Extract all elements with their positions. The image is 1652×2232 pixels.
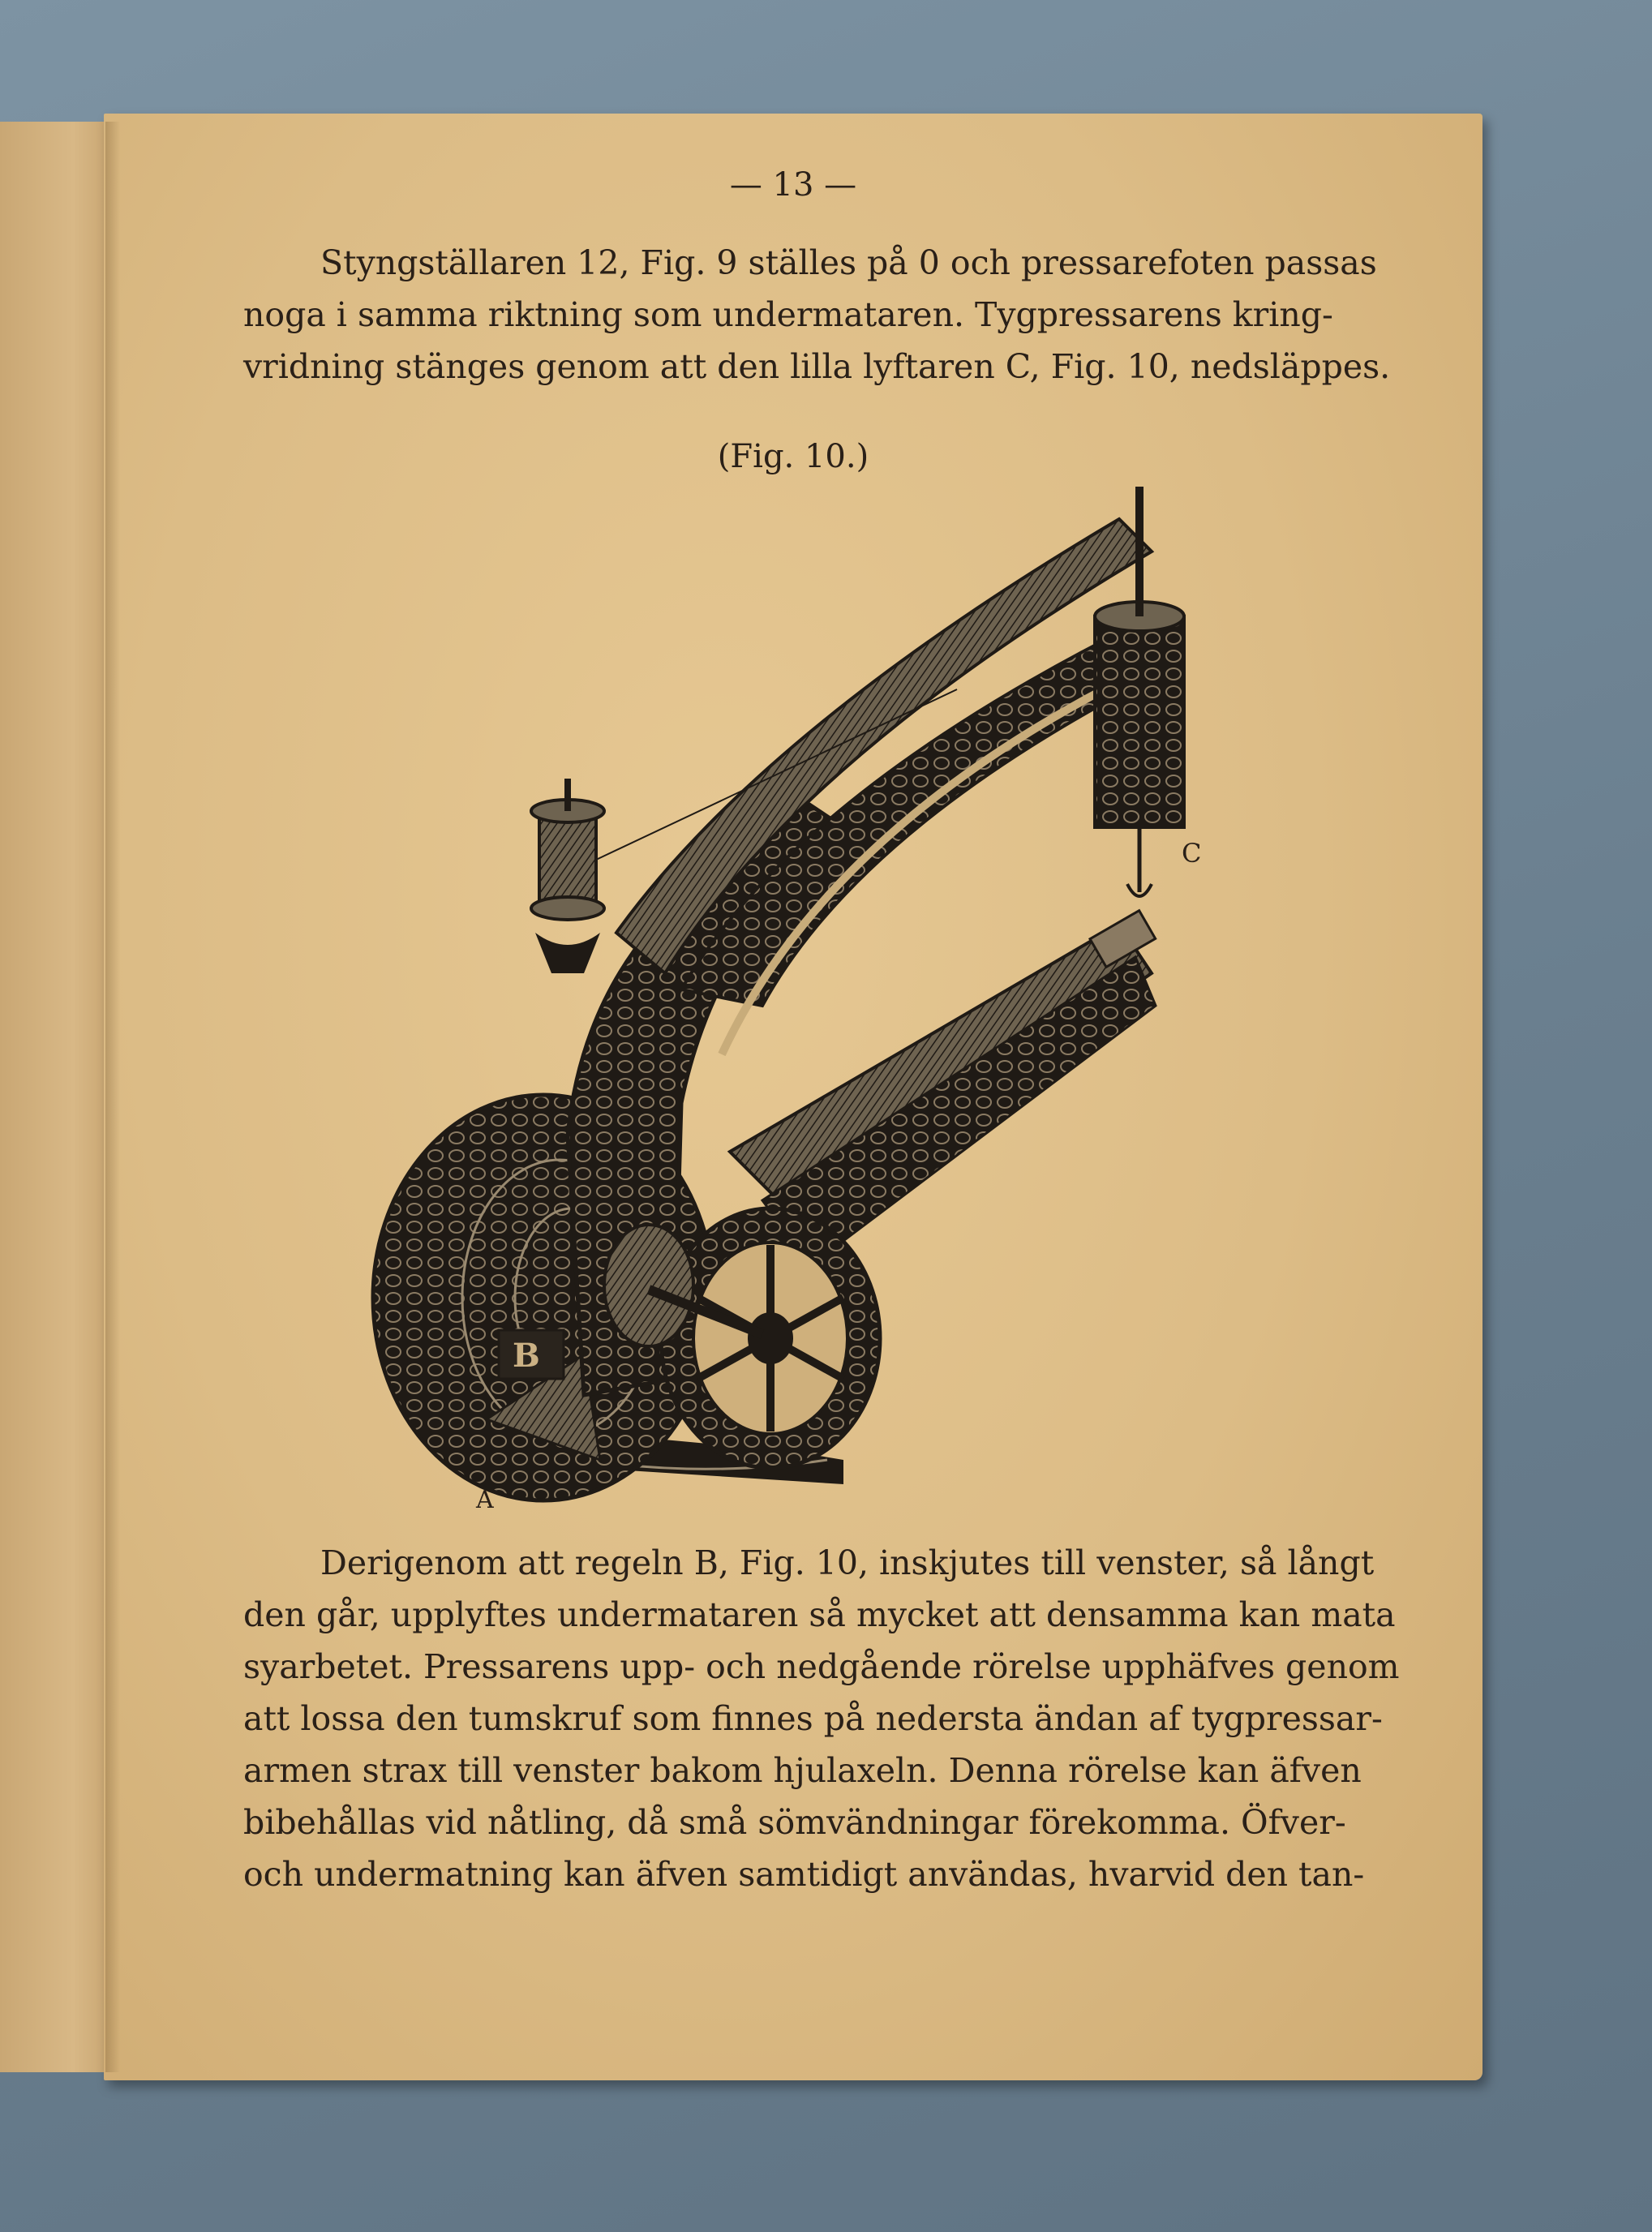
paragraph-2-line: Derigenom att regeln B, Fig. 10, inskjutes till venster, så långt: [320, 1543, 1375, 1582]
label-b: B: [513, 1337, 540, 1375]
page-number: — 13 —: [729, 166, 857, 204]
figure-label-a: A: [476, 1486, 494, 1514]
figure-label-c: C: [1182, 838, 1202, 869]
paragraph-2-line: armen strax till venster bakom hjulaxeln. Denna rörelse kan äfven: [243, 1751, 1362, 1790]
book-gutter: [105, 122, 120, 2072]
paragraph-1-line: Styngställaren 12, Fig. 9 ställes på 0 och pressarefoten passas: [320, 243, 1377, 282]
paragraph-2-line: den går, upplyftes undermataren så mycket att densamma kan mata: [243, 1595, 1396, 1634]
paragraph-1: [243, 237, 1391, 393]
paragraph-1-line: vridning stänges genom att den lilla lyftaren C, Fig. 10, nedsläppes.: [243, 347, 1391, 386]
regulator-b: [499, 1330, 564, 1379]
paragraph-2-line: syarbetet. Pressarens upp- och nedgående rörelse upphäfves genom: [243, 1647, 1400, 1686]
paragraph-1-line: noga i samma riktning som undermataren. Tygpressarens kring-: [243, 295, 1333, 334]
paragraph-2: [243, 1537, 1400, 1900]
paragraph-2-line: och undermatning kan äfven samtidigt användas, hvarvid den tan-: [243, 1855, 1365, 1894]
figure-caption: (Fig. 10.): [717, 438, 869, 475]
paragraph-2-line: bibehållas vid nåtling, då små sömvändningar förekomma. Öfver-: [243, 1803, 1346, 1842]
sewing-machine-illustration: [341, 487, 1249, 1541]
paragraph-2-line: att lossa den tumskruf som finnes på nedersta ändan af tygpressar-: [243, 1699, 1383, 1738]
